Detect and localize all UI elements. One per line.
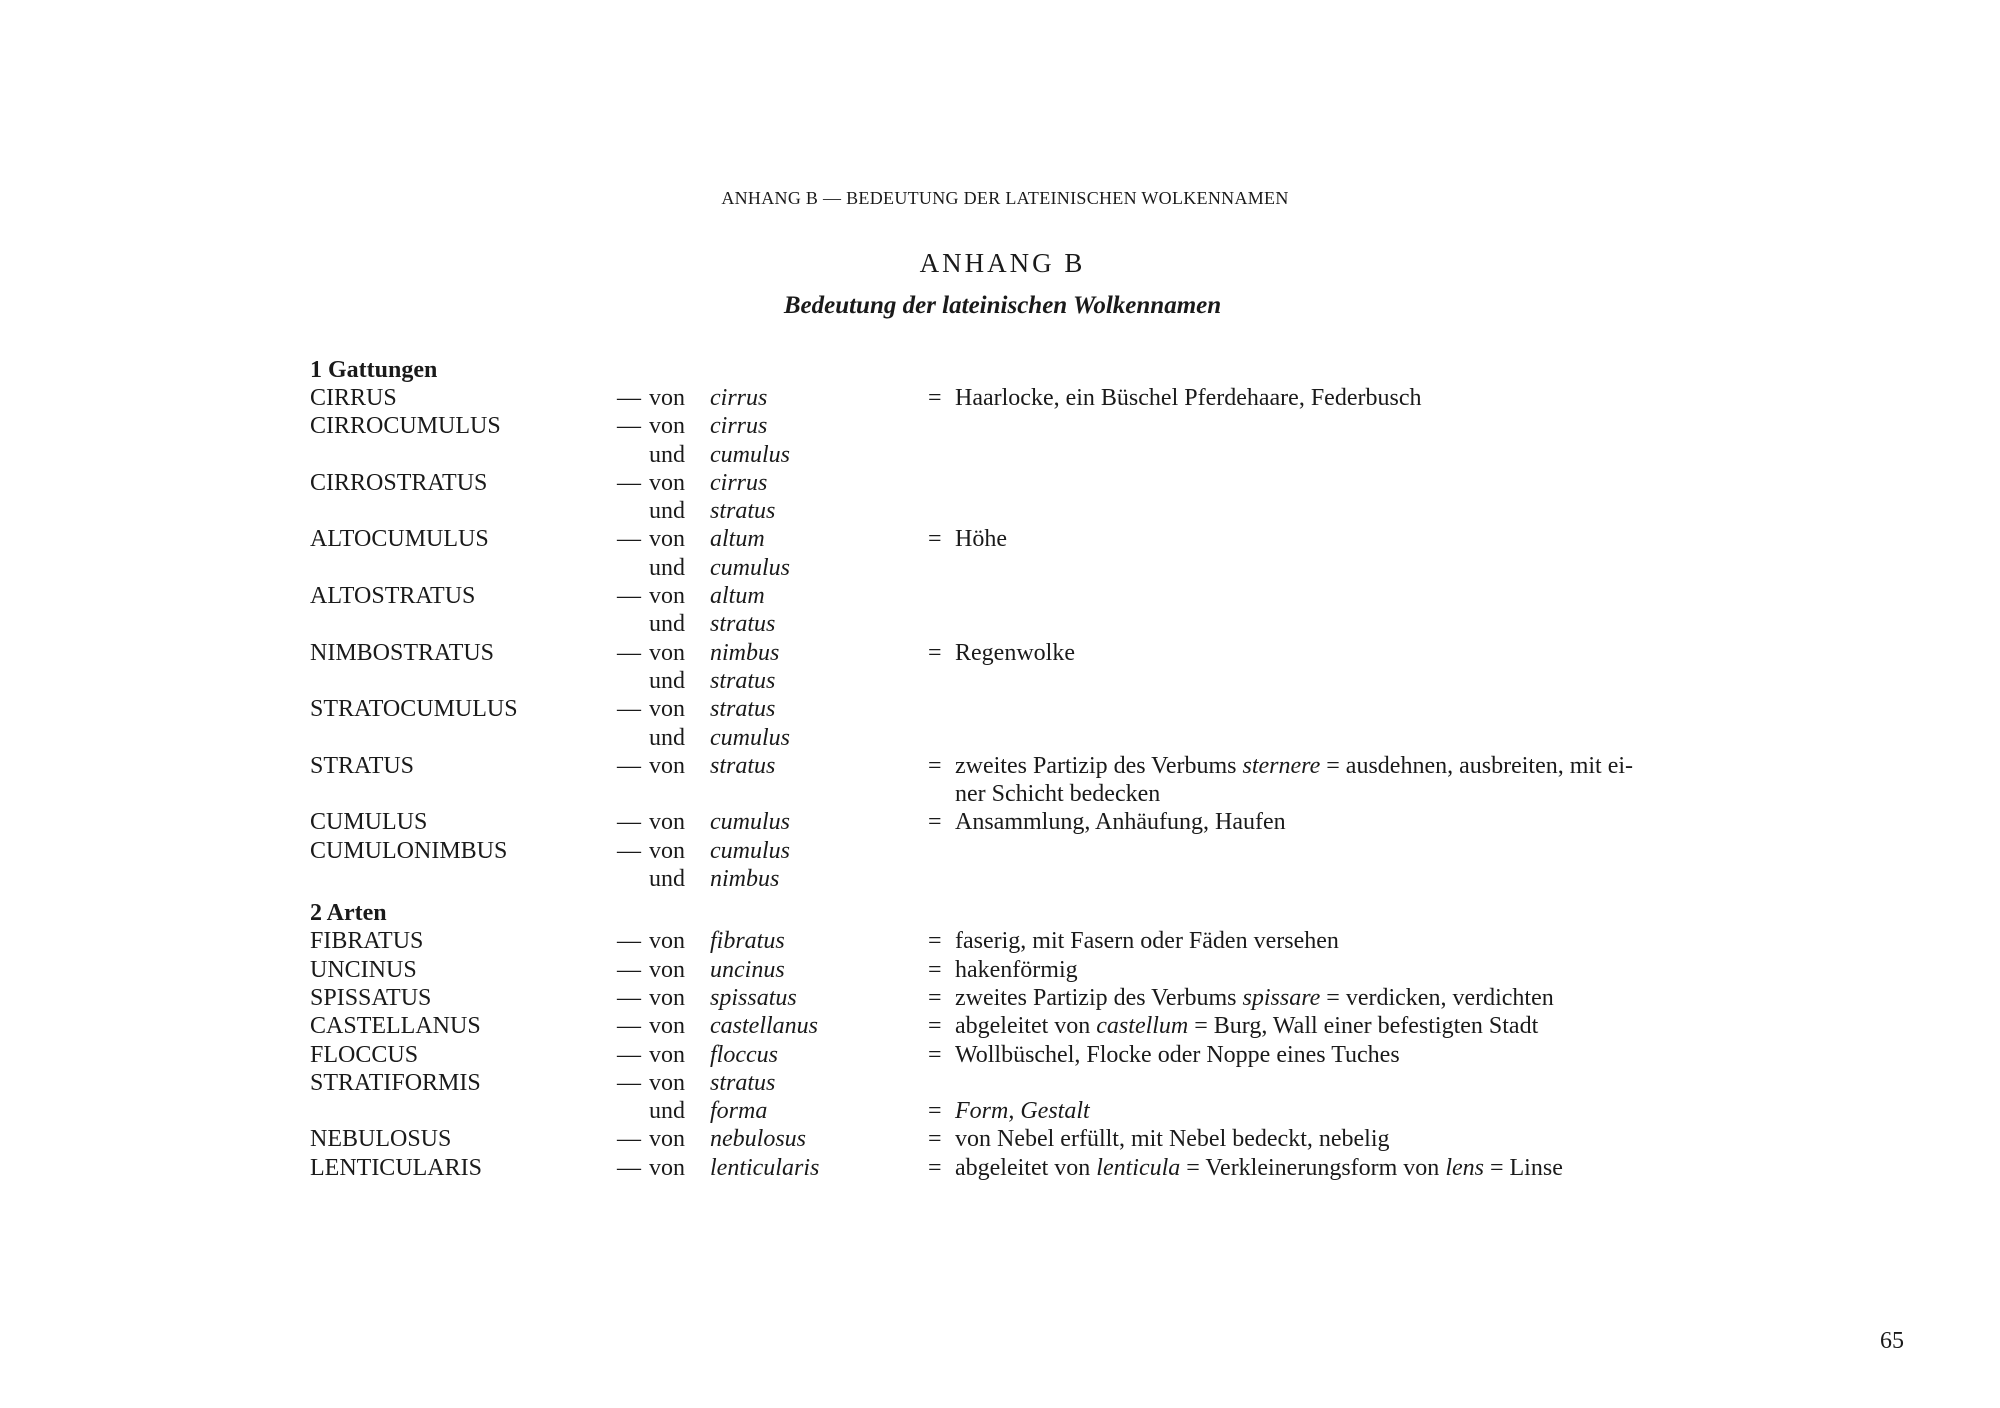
entry-line xyxy=(310,984,1710,1012)
meaning xyxy=(955,752,1633,780)
connector: von xyxy=(649,752,685,779)
dash: — xyxy=(617,1126,641,1153)
dash: — xyxy=(617,1013,641,1040)
connector: und xyxy=(649,554,685,581)
latin-root: floccus xyxy=(710,1041,778,1068)
latin-root: cumulus xyxy=(710,554,790,581)
entry-cirrus xyxy=(310,384,1710,412)
appendix-subtitle: Bedeutung der lateinischen Wolkennamen xyxy=(783,292,1222,319)
cloud-name: CIRRUS xyxy=(310,385,397,411)
entry-nebulosus xyxy=(310,1125,1710,1153)
equals-sign: = xyxy=(928,526,942,553)
latin-root: altum xyxy=(710,526,765,553)
latin-root: forma xyxy=(710,1098,768,1125)
meaning-latin-term: lens xyxy=(1445,1154,1484,1181)
meaning xyxy=(955,808,1286,836)
connector: und xyxy=(649,866,685,893)
connector: von xyxy=(649,696,685,723)
meaning-text: Regenwolke xyxy=(955,639,1075,666)
section-heading: 1 Gattungen xyxy=(310,357,438,383)
entry-cirrostratus xyxy=(310,469,1710,526)
meaning-text: abgeleitet von xyxy=(955,1154,1097,1181)
equals-sign: = xyxy=(928,809,942,836)
entry-line xyxy=(310,639,1710,667)
connector: von xyxy=(649,1154,685,1181)
entry-line xyxy=(310,525,1710,553)
meaning-text: von Nebel erfüllt, mit Nebel bedeckt, nebelig xyxy=(955,1126,1390,1153)
latin-root: stratus xyxy=(710,1069,776,1096)
running-head: ANHANG B — BEDEUTUNG DER LATEINISCHEN WOLKENNAMEN xyxy=(721,188,1289,208)
equals-sign: = xyxy=(928,1013,942,1040)
entry-line xyxy=(310,554,1710,582)
equals-sign: = xyxy=(928,385,942,411)
cloud-name: ALTOSTRATUS xyxy=(310,583,476,610)
cloud-name: LENTICULARIS xyxy=(310,1154,482,1181)
meaning-text: Haarlocke, ein Büschel Pferdehaare, Federbusch xyxy=(955,385,1422,411)
meaning xyxy=(955,1097,1090,1125)
equals-sign: = xyxy=(928,928,942,955)
entry-altocumulus xyxy=(310,525,1710,582)
entry-line xyxy=(310,610,1710,638)
entry-line xyxy=(310,724,1710,752)
dash: — xyxy=(617,413,641,440)
entry-line xyxy=(310,1041,1710,1069)
meaning-text: ner Schicht bedecken xyxy=(955,781,1161,808)
connector: von xyxy=(649,583,685,610)
dash: — xyxy=(617,1041,641,1068)
meaning-latin-term: spissare xyxy=(1242,984,1321,1011)
equals-sign: = xyxy=(928,1041,942,1068)
latin-root: stratus xyxy=(710,752,776,779)
entry-altostratus xyxy=(310,582,1710,639)
meaning-text: Höhe xyxy=(955,526,1007,553)
meaning xyxy=(955,927,1339,955)
cloud-name: ALTOCUMULUS xyxy=(310,526,489,553)
cloud-name: CIRROCUMULUS xyxy=(310,413,501,440)
latin-root: cumulus xyxy=(710,724,790,751)
dash: — xyxy=(617,809,641,836)
connector: von xyxy=(649,1013,685,1040)
meaning-text: faserig, mit Fasern oder Fäden versehen xyxy=(955,928,1339,955)
meaning-latin-term: Form, Gestalt xyxy=(955,1098,1090,1125)
connector: von xyxy=(649,526,685,553)
entry-stratiformis xyxy=(310,1069,1710,1126)
entry-line xyxy=(310,865,1710,893)
dash: — xyxy=(617,752,641,779)
latin-root: lenticularis xyxy=(710,1154,820,1181)
entry-cumulonimbus xyxy=(310,837,1710,894)
entry-line xyxy=(310,752,1710,780)
cloud-name: FLOCCUS xyxy=(310,1041,419,1068)
connector: und xyxy=(649,611,685,638)
latin-root: fibratus xyxy=(710,928,785,955)
latin-root: cumulus xyxy=(710,809,790,836)
entry-line xyxy=(310,667,1710,695)
connector: von xyxy=(649,639,685,666)
connector: von xyxy=(649,413,685,440)
latin-root: castellanus xyxy=(710,1013,818,1040)
meaning xyxy=(955,639,1075,667)
connector: und xyxy=(649,498,685,525)
entry-fibratus xyxy=(310,927,1710,955)
entry-line xyxy=(310,837,1710,865)
connector: und xyxy=(649,1098,685,1125)
connector: von xyxy=(649,469,685,496)
meaning-text: Wollbüschel, Flocke oder Noppe eines Tuches xyxy=(955,1041,1400,1068)
entry-line xyxy=(310,412,1710,440)
latin-root: cirrus xyxy=(710,469,768,496)
entry-line xyxy=(310,1154,1710,1182)
connector: von xyxy=(649,809,685,836)
entry-line xyxy=(310,1069,1710,1097)
connector: und xyxy=(649,724,685,751)
meaning-text: = ausdehnen, ausbreiten, mit ei- xyxy=(1320,752,1634,779)
page-number: 65 xyxy=(1880,1328,1904,1354)
entry-line xyxy=(310,808,1710,836)
latin-root: spissatus xyxy=(710,984,797,1011)
entry-line xyxy=(310,780,1710,808)
meaning-text: = Verkleinerungsform von xyxy=(1180,1154,1446,1181)
dash: — xyxy=(617,1154,641,1181)
cloud-name: STRATOCUMULUS xyxy=(310,696,518,723)
cloud-name: STRATIFORMIS xyxy=(310,1069,481,1096)
dash: — xyxy=(617,928,641,955)
cloud-name: CUMULONIMBUS xyxy=(310,837,508,864)
dash: — xyxy=(617,469,641,496)
entry-line xyxy=(310,1125,1710,1153)
connector: von xyxy=(649,1041,685,1068)
latin-root: nimbus xyxy=(710,866,780,893)
cloud-name: STRATUS xyxy=(310,752,415,779)
meaning-text: = Burg, Wall einer befestigten Stadt xyxy=(1188,1013,1539,1040)
connector: von xyxy=(649,385,685,411)
connector: und xyxy=(649,441,685,468)
meaning xyxy=(955,984,1554,1012)
cloud-name: UNCINUS xyxy=(310,956,417,983)
cloud-name: NIMBOSTRATUS xyxy=(310,639,495,666)
latin-root: cumulus xyxy=(710,441,790,468)
latin-root: nimbus xyxy=(710,639,780,666)
latin-root: cumulus xyxy=(710,837,790,864)
meaning xyxy=(955,1041,1400,1069)
connector: von xyxy=(649,1069,685,1096)
latin-root: cirrus xyxy=(710,413,768,440)
latin-root: stratus xyxy=(710,667,776,694)
dash: — xyxy=(617,1069,641,1096)
connector: von xyxy=(649,928,685,955)
connector: von xyxy=(649,837,685,864)
connector: und xyxy=(649,667,685,694)
connector: von xyxy=(649,956,685,983)
entry-stratus xyxy=(310,752,1710,809)
latin-root: cirrus xyxy=(710,385,768,411)
entry-uncinus xyxy=(310,956,1710,984)
entry-cumulus xyxy=(310,808,1710,836)
entry-cirrocumulus xyxy=(310,412,1710,469)
meaning-text: zweites Partizip des Verbums xyxy=(955,984,1243,1011)
entry-spissatus xyxy=(310,984,1710,1012)
connector: von xyxy=(649,1126,685,1153)
entry-lenticularis xyxy=(310,1154,1710,1182)
equals-sign: = xyxy=(928,1154,942,1181)
cloud-name: NEBULOSUS xyxy=(310,1126,452,1153)
meaning xyxy=(955,1154,1563,1182)
meaning-latin-term: castellum xyxy=(1096,1013,1189,1040)
latin-root: uncinus xyxy=(710,956,785,983)
entry-stratocumulus xyxy=(310,695,1710,752)
equals-sign: = xyxy=(928,639,942,666)
meaning xyxy=(955,1125,1390,1153)
meaning-latin-term: sternere xyxy=(1242,752,1321,779)
meaning-latin-term: lenticula xyxy=(1096,1154,1181,1181)
connector: von xyxy=(649,984,685,1011)
latin-root: nebulosus xyxy=(710,1126,806,1153)
entry-line xyxy=(310,497,1710,525)
appendix-title: ANHANG B xyxy=(919,248,1086,278)
dash: — xyxy=(617,639,641,666)
meaning-continued xyxy=(955,780,1160,808)
entry-line xyxy=(310,1097,1710,1125)
entry-line xyxy=(310,956,1710,984)
cloud-name: CUMULUS xyxy=(310,809,428,836)
latin-root: stratus xyxy=(710,696,776,723)
section-heading: 2 Arten xyxy=(310,900,387,927)
cloud-name: CIRROSTRATUS xyxy=(310,469,488,496)
entry-line xyxy=(310,384,1710,412)
equals-sign: = xyxy=(928,956,942,983)
cloud-name: SPISSATUS xyxy=(310,984,432,1011)
cloud-name: FIBRATUS xyxy=(310,928,424,955)
meaning xyxy=(955,384,1421,412)
dash: — xyxy=(617,956,641,983)
entry-line xyxy=(310,441,1710,469)
entry-floccus xyxy=(310,1041,1710,1069)
entry-line xyxy=(310,1012,1710,1040)
latin-root: altum xyxy=(710,583,765,610)
section-spacer xyxy=(310,893,1710,897)
latin-root: stratus xyxy=(710,611,776,638)
equals-sign: = xyxy=(928,752,942,779)
entry-line xyxy=(310,695,1710,723)
dash: — xyxy=(617,385,641,411)
meaning-text: Ansammlung, Anhäufung, Haufen xyxy=(955,809,1286,836)
equals-sign: = xyxy=(928,1126,942,1153)
meaning xyxy=(955,525,1007,553)
dash: — xyxy=(617,583,641,610)
meaning xyxy=(955,1012,1538,1040)
entry-line xyxy=(310,582,1710,610)
meaning-text: abgeleitet von xyxy=(955,1013,1097,1040)
entry-line xyxy=(310,469,1710,497)
dash: — xyxy=(617,526,641,553)
cloud-name: CASTELLANUS xyxy=(310,1013,481,1040)
meaning-text: zweites Partizip des Verbums xyxy=(955,752,1243,779)
equals-sign: = xyxy=(928,984,942,1011)
entry-line xyxy=(310,927,1710,955)
meaning xyxy=(955,956,1078,984)
section-1 xyxy=(310,356,1710,893)
glossary-table xyxy=(310,354,1710,1182)
meaning-text: hakenförmig xyxy=(955,956,1078,983)
latin-root: stratus xyxy=(710,498,776,525)
entry-nimbostratus xyxy=(310,639,1710,696)
meaning-text: = Linse xyxy=(1483,1154,1563,1181)
dash: — xyxy=(617,696,641,723)
section-2 xyxy=(310,893,1710,1182)
dash: — xyxy=(617,984,641,1011)
equals-sign: = xyxy=(928,1098,942,1125)
dash: — xyxy=(617,837,641,864)
entry-castellanus xyxy=(310,1012,1710,1040)
meaning-text: = verdicken, verdichten xyxy=(1320,984,1554,1011)
